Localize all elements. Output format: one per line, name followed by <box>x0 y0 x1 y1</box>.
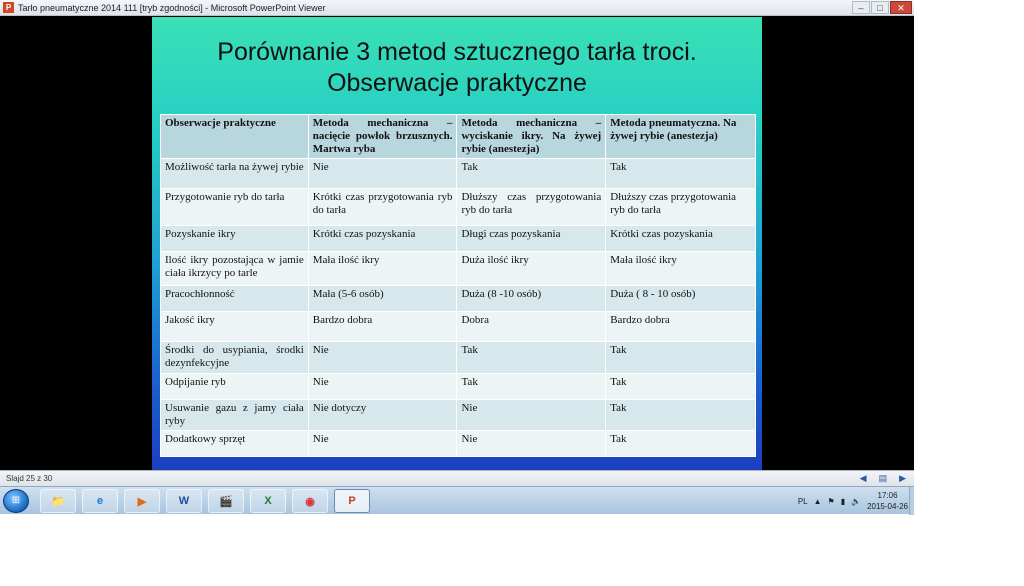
table-cell: Tak <box>606 431 756 457</box>
table-cell: Nie <box>457 431 606 457</box>
table-cell: Pracochłonność <box>161 286 309 312</box>
comparison-table <box>160 114 756 457</box>
language-indicator[interactable]: PL <box>797 496 808 506</box>
header-observations: Obserwacje praktyczne <box>161 115 309 159</box>
comparison-table-wrap <box>160 114 756 457</box>
table-cell: Duża (8 -10 osób) <box>457 286 606 312</box>
table-cell: Dłuższy czas przygotowania ryb do tarła <box>606 189 756 226</box>
excel-icon: X <box>264 495 272 507</box>
table-row <box>161 400 756 431</box>
table-cell: Duża ( 8 - 10 osób) <box>606 286 756 312</box>
table-row <box>161 342 756 374</box>
table-cell: Tak <box>457 374 606 400</box>
internet-explorer-icon: e <box>96 495 104 507</box>
table-row <box>161 189 756 226</box>
movie-maker-icon: 🎬 <box>219 495 233 508</box>
taskbar-app-internet-explorer[interactable] <box>82 489 118 513</box>
table-cell: Mała ilość ikry <box>606 252 756 286</box>
word-icon: W <box>178 495 190 507</box>
maximize-button[interactable]: □ <box>871 1 889 14</box>
slide-viewer-area[interactable] <box>0 17 914 470</box>
status-bar <box>0 470 914 486</box>
table-cell: Tak <box>606 400 756 431</box>
chrome-icon: ◉ <box>305 495 315 508</box>
media-player-icon: ▶ <box>137 495 147 508</box>
title-bar[interactable] <box>0 0 914 16</box>
next-slide-icon[interactable]: ▶ <box>899 473 906 483</box>
table-cell: Dodatkowy sprzęt <box>161 431 309 457</box>
table-body <box>161 159 756 457</box>
header-mechanical-squeezing: Metoda mechaniczna – wyciskanie ikry. Na żywej rybie (anestezja) <box>457 115 606 159</box>
powerpoint-viewer-icon: P <box>348 495 356 507</box>
flag-icon[interactable]: ⚑ <box>827 496 835 506</box>
table-cell: Nie <box>308 374 457 400</box>
slide-title-line1: Porównanie 3 metod sztucznego tarła troci. <box>217 38 697 66</box>
table-row <box>161 286 756 312</box>
slide-title-line2: Obserwacje praktyczne <box>327 69 587 97</box>
table-cell: Tak <box>606 374 756 400</box>
table-header-row <box>161 115 756 159</box>
table-cell: Długi czas pozyskania <box>457 226 606 252</box>
table-cell: Tak <box>457 159 606 189</box>
navigation-controls <box>860 473 906 484</box>
table-row <box>161 252 756 286</box>
table-cell: Nie <box>308 159 457 189</box>
table-cell: Krótki czas przygotowania ryb do tarła <box>308 189 457 226</box>
powerpoint-app-icon[interactable]: P <box>3 2 14 13</box>
table-row <box>161 374 756 400</box>
table-cell: Tak <box>606 159 756 189</box>
taskbar-app-powerpoint-viewer[interactable] <box>334 489 370 513</box>
table-row <box>161 159 756 189</box>
header-pneumatic: Metoda pneumatyczna. Na żywej rybie (anestezja) <box>606 115 756 159</box>
table-cell: Nie <box>457 400 606 431</box>
table-cell: Krótki czas pozyskania <box>308 226 457 252</box>
prev-slide-icon[interactable]: ◀ <box>859 473 867 483</box>
slide-title <box>152 37 762 99</box>
table-cell: Dobra <box>457 312 606 342</box>
taskbar-app-excel[interactable] <box>250 489 286 513</box>
table-cell: Tak <box>606 342 756 374</box>
table-cell: Tak <box>457 342 606 374</box>
table-cell: Dłuższy czas przygotowania ryb do tarła <box>457 189 606 226</box>
table-cell: Bardzo dobra <box>308 312 457 342</box>
clock-time: 17:06 <box>877 491 898 500</box>
volume-icon[interactable]: 🔈 <box>851 496 862 506</box>
start-button[interactable]: ⊞ <box>3 489 29 513</box>
table-cell: Ilość ikry pozostająca w jamie ciała ikrzycy po tarle <box>161 252 309 286</box>
system-tray <box>798 490 908 512</box>
table-row <box>161 312 756 342</box>
header-mechanical-incision: Metoda mechaniczna – nacięcie powłok brzusznych. Martwa ryba <box>308 115 457 159</box>
clock[interactable] <box>867 490 908 512</box>
table-cell: Środki do usypiania, środki dezynfekcyjne <box>161 342 309 374</box>
table-row <box>161 226 756 252</box>
table-cell: Mała ilość ikry <box>308 252 457 286</box>
network-icon[interactable]: ▮ <box>840 496 846 506</box>
table-cell: Możliwość tarła na żywej rybie <box>161 159 309 189</box>
tray-arrow-icon[interactable]: ▲ <box>813 496 822 506</box>
table-cell: Mała (5-6 osób) <box>308 286 457 312</box>
minimize-button[interactable]: – <box>852 1 870 14</box>
table-cell: Duża ilość ikry <box>457 252 606 286</box>
show-desktop-button[interactable] <box>909 487 914 515</box>
clock-date: 2015-04-26 <box>867 502 908 511</box>
table-cell: Nie <box>308 431 457 457</box>
table-cell: Nie dotyczy <box>308 400 457 431</box>
close-button[interactable]: ✕ <box>890 1 912 14</box>
table-cell: Pozyskanie ikry <box>161 226 309 252</box>
table-cell: Odpijanie ryb <box>161 374 309 400</box>
window-controls <box>852 1 912 14</box>
view-menu-icon[interactable]: ▤ <box>878 473 888 483</box>
taskbar-app-movie-maker[interactable] <box>208 489 244 513</box>
taskbar <box>0 486 914 514</box>
slide[interactable] <box>152 17 762 470</box>
taskbar-app-media-player[interactable] <box>124 489 160 513</box>
taskbar-app-word[interactable] <box>166 489 202 513</box>
slide-counter: Slajd 25 z 30 <box>6 474 53 483</box>
explorer-icon: 📁 <box>51 495 65 508</box>
table-cell: Przygotowanie ryb do tarła <box>161 189 309 226</box>
table-cell: Krótki czas pozyskania <box>606 226 756 252</box>
table-row <box>161 431 756 457</box>
taskbar-app-explorer[interactable] <box>40 489 76 513</box>
table-cell: Nie <box>308 342 457 374</box>
taskbar-app-chrome[interactable] <box>292 489 328 513</box>
table-cell: Bardzo dobra <box>606 312 756 342</box>
table-cell: Jakość ikry <box>161 312 309 342</box>
window-title: Tarło pneumatyczne 2014 111 [tryb zgodności] - Microsoft PowerPoint Viewer <box>18 2 326 13</box>
table-cell: Usuwanie gazu z jamy ciała ryby <box>161 400 309 431</box>
